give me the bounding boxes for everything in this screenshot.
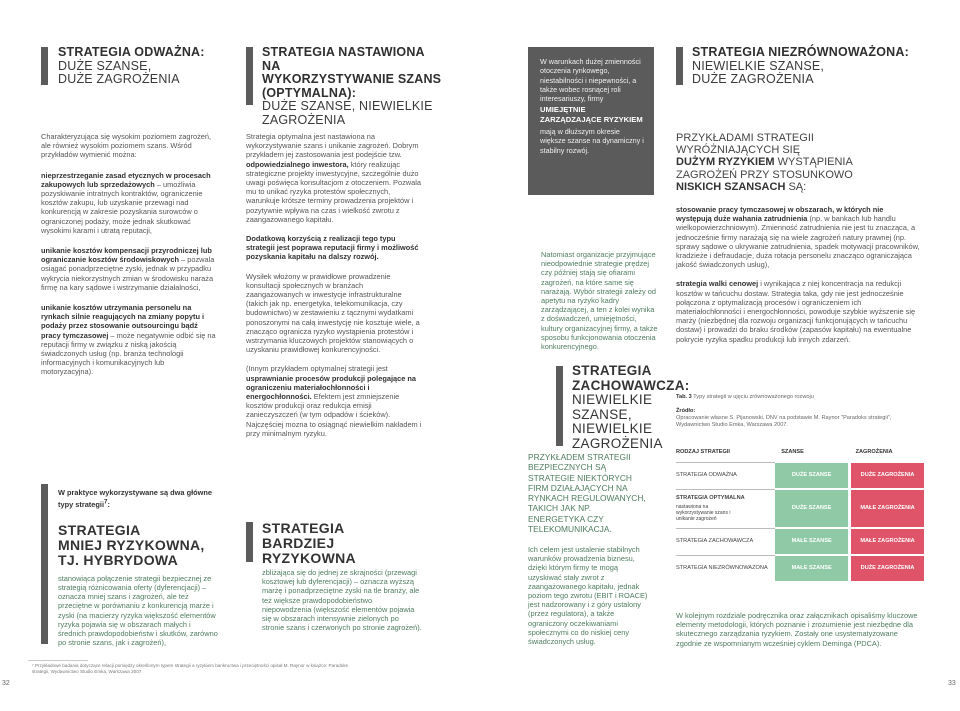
dark-box-text: W warunkach dużej zmienności otoczenia rynkowego, niestabilności i niepewności, a także wobec rosnącej roli interesariuszy, firmy	[540, 57, 641, 104]
strategy-optimal-title: STRATEGIA NASTAWIONA NA WYKORZYSTYWANIE SZANS (OPTYMALNA): DUŻE SZANSE, NIEWIELKIE ZAGROŻENIA	[262, 45, 442, 127]
table-row	[676, 528, 924, 555]
page-number-right: 33	[948, 680, 956, 687]
hybrid-text: stanowiąca połączenie strategii bezpiecznej ze strategią różnicowania oferty (dyferencjacji) – oznacza mniej szans i zagrożeń, ale też przeciętne w porównaniu z konkurencją marże i zyski (na macierzy ryzyka większość elementów ryzyka pojawia się w obszarach małych i średnich prawdopodobieństw i skutków, zarówno po stronie szans, jak i zagrożeń),	[58, 573, 218, 648]
accent-bar	[246, 522, 253, 562]
table-caption: Tab. 3 Typy strategii w ujęciu zrównoważonego rozwoju	[676, 394, 814, 400]
risk-management-box	[528, 47, 654, 195]
szanse-cell: DUŻE SZANSE	[775, 489, 849, 528]
paragraph: nieprzestrzeganie zasad etycznych w procesach zakupowych lub sprzedażowych – umożliwia pozyskiwanie intratnych kontraktów, ograniczenie kosztów zakupu, lub uzyskanie przewagi nad konkurencją w zakresie pozyskania surowców o ograniczonej podaży, może jednak skutkować wysokimi karami i utratą reputacji,	[41, 170, 211, 235]
conservative-example: PRZYKŁADEM STRATEGII BEZPIECZNYCH SĄ STRATEGIE NIEKTÓRYCH FIRM DZIAŁAJĄCYCH NA RYNKACH REGULOWANYCH, TAKICH JAK NP. ENERGETYKA CZY TELEKOMUNIKACJA.	[528, 452, 646, 535]
dark-box-text: mają w dłuższym okresie większe szanse na dynamiczny i stabilny rozwój.	[540, 127, 644, 155]
paragraph: Wysiłek włożony w prawidłowe prowadzenie konsultacji społecznych w branżach zaangażowanych w inwestycje infrastrukturalne (takich jak np. energetyka, telekomunikacja, czy budownictwo) w zestawieniu z tącznymi wydatkami ponoszonymi na całą inwestycję nie kosztuje wiele, a znacząco ogranicza ryzyko wystąpienia protestów i wstrzymania kluczowych projektów stanowiących o uzyskaniu prawidłowej konkurencyjności.	[246, 271, 420, 355]
zagrozenia-cell: MAŁE ZAGROŻENIA	[850, 528, 924, 555]
col3-body: Natomiast organizacje przyjmujące nieodpowiednie strategie prędzej czy później stają się ofiarami zagrożeń, na które same się narażają. Wybór strategii zależy od apetytu na ryzyko kadry zarządzającej, a ten z kolei wynika z doświadczeń, umiejętności, kultury organizacyjnej firmy, a także sposobu funkcjonowania otoczenia konkurencyjnego.	[541, 250, 658, 352]
risky-text: zbliżająca się do jednej ze skrajności (przewagi kosztowej lub dyferencjacji) – oznacza wyższą marżę i ponadprzeciętne zyski na tle branży, ale też większe prawdopodobieństwo niepowodzenia (większość elementów pojawia się w obszarach intensywnie zielonych po stronie szans i czerwonych po stronie zagrożeń).	[262, 568, 422, 633]
closing-text: W kolejnym rozdziale podręcznika oraz załącznikach opisaliśmy kluczowe elementy metodologii, których poznanie i zrozumienie jest niezbędne dla skutecznego zarządzania ryzykiem. Zostały one usystematyzowane zgodnie ze wspomnianym wcześniej cyklem Deminga (PDCA).	[676, 611, 918, 648]
footnote-rule	[28, 660, 88, 661]
paragraph: strategia walki cenowej i wynikająca z niej koncentracja na redukcji kosztów w tańcuchu dostaw. Strategia taka, gdy nie jest jednocześnie połączona z optymalizacją procesów i ograniczeniem ich materiałochłonności i energochłonności, powoduje szybkie wyższenie się marży (niezbędnej dla rozwoju organizacji funkcjonujących w tańcuchu dostaw) i prowadzi do braku środków (zapasów kapitału) na ewentualne pokrycie ryzyka spadku produkcji lub innych zdarzeń.	[676, 279, 916, 344]
paragraph: (Innym przykładem optymalnej strategii jest usprawnianie procesów produkcji polegające na ograniczeniu materiałochłonności i energochłonności. Efektem jest zmniejszenie kosztów produkcji oraz redukcja emisji zanieczyszczeń (w tym odpadów i ścieków). Najczęściej mozna to osiągnąć niewielkim nakładem i przy minimalnym ryzyku.	[246, 364, 422, 438]
paragraph: unikanie kosztów kompensacji przyrodniczej lub ograniczanie kosztów środowiskowych – pozwala osiągać ponadprzeciętne zyski, jednak w przypadku wykrycia niekorzystnych zmian w środowisku naraża firmę na kary sądowe i wstrzymanie działalności,	[41, 246, 215, 292]
conservative-heading: STRATEGIA ZACHOWAWCZA: NIEWIELKIE SZANSE, NIEWIELKIE ZAGROŻENIA	[572, 363, 690, 451]
hybrid-box	[58, 488, 218, 654]
accent-bar	[556, 366, 563, 446]
accent-bar	[246, 47, 253, 105]
table-row	[676, 489, 924, 528]
table-row	[676, 462, 924, 489]
table-header-cell: SZANSE	[781, 449, 804, 455]
page-number-left: 32	[2, 680, 10, 687]
risky-heading: STRATEGIA BARDZIEJ RYZYKOWNA	[262, 520, 356, 566]
accent-bar	[676, 47, 683, 85]
strategy-name-cell: STRATEGIA ODWAŻNA	[676, 472, 737, 478]
strategy-name-cell: STRATEGIA ZACHOWAWCZA	[676, 538, 754, 544]
accent-bar	[41, 484, 48, 644]
strategy-table	[676, 446, 924, 583]
zagrozenia-cell: MAŁE ZAGROŻENIA	[850, 489, 924, 528]
paragraph: Strategia optymalna jest nastawiona na wykorzystywanie szans i unikanie zagrożeń. Dobrym przykładem jej zastosowania jest podejście tzw. odpowiedzialnego inwestora, który realizując strategiczne projekty inwestycyjne, szczególnie dużo uwagi poświęca konsultacjom z otoczeniem. Pozwala mu to unikać ryzyka protestów społecznych, warunkuje krótsze terminy prowadzenia projektów i pozytywnie wpływa na czas i wielkość zwrotu z zaangażowanego kapitału.	[246, 132, 421, 224]
table-header-cell: RODZAJ STRATEGII	[676, 449, 730, 456]
dark-box-bold: UMIEJĘTNIE ZARZĄDZAJĄCE RYZYKIEM	[540, 105, 643, 124]
strategy-bold-title: STRATEGIA ODWAŻNA: DUŻE SZANSE, DUŻE ZAGROŻENIA	[58, 45, 205, 86]
szanse-cell: MAŁE SZANSE	[775, 528, 849, 555]
strategy-name-cell: STRATEGIA OPTYMALNA nastawiona na wykorzystywanie szans i unikanie zagrożeń	[676, 494, 745, 522]
table-header-row	[676, 446, 924, 462]
table-source: Źródło: Opracowanie własne S. Pijanowski, DNV na podstawie M. Raynor "Paradoks strategii", Wydawnictwo Studio Emka, Warszawa 2007.	[676, 408, 892, 428]
box-lead: W praktyce wykorzystywane są dwa główne typy strategii$^7$:	[58, 488, 213, 509]
col4-body	[676, 205, 921, 350]
intro-text: Charakteryzująca się wysokim poziomem zagrożeń, ale również wysokim poziomem szans. Wśród przykładów wymienić można:	[41, 132, 212, 160]
strategy-unbalanced-title: STRATEGIA NIEZRÓWNOWAŻONA: NIEWIELKIE SZANSE, DUŻE ZAGROŻENIA	[692, 45, 909, 86]
col1-body	[41, 132, 217, 383]
strategy-name-cell: STRATEGIA NIEZRÓWNOWAŻONA	[676, 565, 768, 571]
paragraph: unikanie kosztów utrzymania personelu na rynkach silnie reagujących na zmiany popytu i podaży przez stosowanie outsourcingu bądź pracy tymczasowej – może negatywnie odbić się na reputacji firmy w związku z niską jakością świadczonych usług (np. branża technologii informacyjnych i komunikacyjnych lub motoryzacyjna).	[41, 303, 216, 377]
table-header-cell: ZAGROŻENIA	[855, 449, 893, 455]
unbalanced-examples: PRZYKŁADAMI STRATEGII WYRÓŻNIAJĄCYCH SIĘ DUŻYM RYZYKIEM WYSTĄPIENIA ZAGROŻEŃ PRZY STOSUNKOWO NISKICH SZANSACH SĄ:	[676, 132, 853, 193]
col2-body	[246, 132, 422, 444]
szanse-cell: DUŻE SZANSE	[775, 462, 849, 489]
szanse-cell: MAŁE SZANSE	[775, 555, 849, 582]
col3-body-2: Ich celem jest ustalenie stabilnych warunków prowadzenia biznesu, dzięki którym firmy te mogą uzyskiwać stały zwrot z zaangażowanego kapitału, jednak poziom tego zwrotu (EBIT i ROACE) jest nadzorowany i z góry ustalony (przez regulatora), a także ograniczony oczekiwaniami społecznymi co do niskiej ceny świadczonych usług.	[528, 545, 648, 647]
accent-bar	[41, 47, 48, 85]
table-row	[676, 555, 924, 582]
hybrid-heading: STRATEGIA MNIEJ RYZYKOWNA, TJ. HYBRYDOWA	[58, 521, 205, 568]
zagrozenia-cell: DUŻE ZAGROŻENIA	[850, 555, 924, 582]
footnote: ⁷ Przykładowe badania dotyczące relacji pomiędzy określonym typem strategii a ryzykiem bankructwa i przeciętności opisał M. Raynor w książce: Paradoks strategii, Wydawnictwo Studio Emka, Warszawa 2007.	[32, 663, 348, 674]
zagrozenia-cell: DUŻE ZAGROŻENIA	[850, 462, 924, 489]
paragraph: stosowanie pracy tymczasowej w obszarach, w których nie występują duże wahania zatrudnienia (np. w bankach lub handlu wielkopowierzchniowym). Zmienność zatrudnienia nie jest tu znacząca, a jednocześnie firmy narażają się na wiele zagrożeń natury prawnej (np. sprawy sądowe o ukrywanie zatrudnienia, spadek motywacji pracowników, kradzieże i defraudacje, duża rotacja personelu znacząco ograniczająca jakość świadczonych usług),	[676, 205, 920, 270]
paragraph: Dodatkową korzyścią z realizacji tego typu strategii jest poprawa reputacji firmy i możliwość pozyskania kapitału na dalszy rozwój.	[246, 234, 419, 262]
